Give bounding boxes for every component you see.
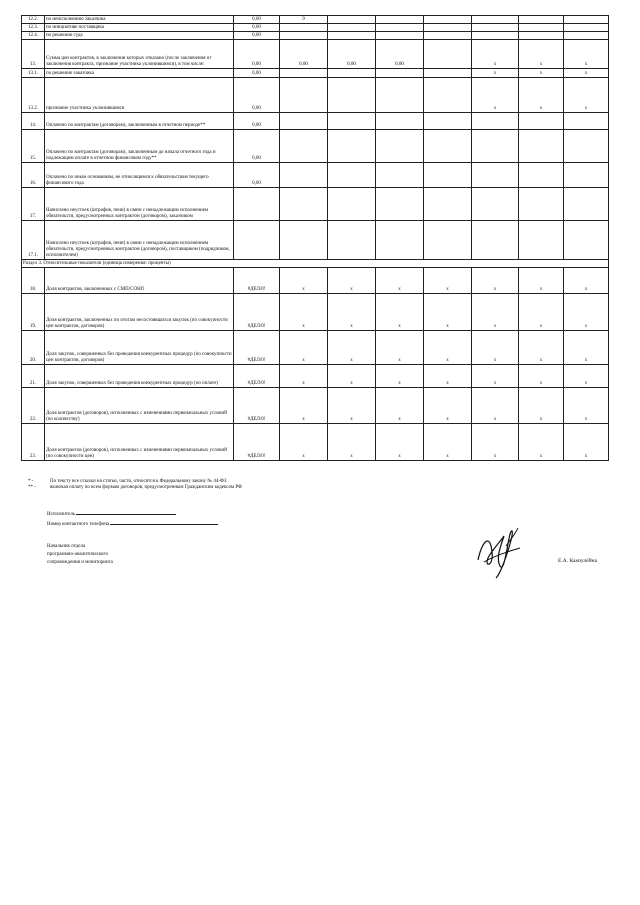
table-cell — [328, 32, 376, 40]
table-cell: x — [280, 365, 328, 388]
table-cell — [280, 221, 328, 260]
table-cell: #ДЕЛ/0! — [234, 268, 280, 294]
row-description: по инициативе поставщика — [45, 24, 234, 32]
table-cell — [328, 24, 376, 32]
table-cell — [472, 130, 519, 163]
footnote-1: * - По тексту все ссылки на статьи, части, относятся к Федеральному закону № 44-ФЗ — [28, 479, 227, 484]
table-cell — [472, 32, 519, 40]
table-cell — [472, 16, 519, 24]
table-cell: x — [424, 331, 472, 365]
table-cell — [280, 113, 328, 130]
table-row — [22, 294, 609, 331]
table-cell: x — [376, 268, 424, 294]
table-cell — [424, 130, 472, 163]
table-cell: 0,00 — [234, 130, 280, 163]
table-cell — [424, 221, 472, 260]
table-cell — [424, 32, 472, 40]
table-cell — [519, 130, 564, 163]
executor-line — [76, 509, 176, 515]
table-row — [22, 268, 609, 294]
row-description: Сумма цен контрактов, в заключении которых отказано (после заключения от заключения контракта, признание участника уклонившимся), в том числе: — [45, 40, 234, 69]
table-cell — [280, 188, 328, 221]
table-cell — [328, 221, 376, 260]
table-cell — [424, 113, 472, 130]
table-cell — [424, 24, 472, 32]
table-cell — [519, 113, 564, 130]
table-cell — [328, 130, 376, 163]
row-description: Доля контрактов (договоров), исполненных с изменениями первоначальных условий (по совокупности цен) — [45, 424, 234, 461]
table-row — [22, 32, 609, 40]
table-cell: 0,00 — [234, 69, 280, 78]
row-description: признание участника уклонившимся — [45, 78, 234, 113]
table-cell — [376, 221, 424, 260]
table-cell — [564, 130, 609, 163]
table-cell: x — [424, 365, 472, 388]
phone-line — [110, 519, 218, 525]
table-row — [22, 69, 609, 78]
table-cell — [280, 163, 328, 188]
row-description: по неисполнению заказчика — [45, 16, 234, 24]
table-cell: x — [564, 69, 609, 78]
row-number: 15. — [22, 130, 45, 163]
report-table — [21, 15, 609, 461]
table-row — [22, 24, 609, 32]
table-cell: x — [519, 40, 564, 69]
table-cell: x — [328, 388, 376, 424]
table-row — [22, 40, 609, 69]
table-cell: 0,00 — [328, 40, 376, 69]
table-cell: x — [424, 388, 472, 424]
table-cell: x — [328, 331, 376, 365]
table-cell: x — [564, 40, 609, 69]
table-cell: x — [564, 78, 609, 113]
table-cell: 9 — [280, 16, 328, 24]
table-cell: x — [564, 388, 609, 424]
executor-block — [47, 509, 218, 529]
table-cell — [376, 32, 424, 40]
table-cell: x — [328, 365, 376, 388]
table-cell: x — [328, 294, 376, 331]
row-description: Доля контрактов, заключенных по итогам несостоявшихся закупок (по совокупности цен контрактов, договоров) — [45, 294, 234, 331]
table-cell — [376, 163, 424, 188]
row-number: 13.1. — [22, 69, 45, 78]
table-cell: 0,00 — [234, 40, 280, 69]
table-cell — [280, 24, 328, 32]
table-cell — [424, 163, 472, 188]
row-description: Доля закупок, совершенных без проведения конкурентных процедур (по оплате) — [45, 365, 234, 388]
table-cell: x — [280, 331, 328, 365]
table-cell — [472, 188, 519, 221]
table-cell: 0,00 — [234, 16, 280, 24]
table-cell: x — [376, 365, 424, 388]
table-cell: #ДЕЛ/0! — [234, 388, 280, 424]
table-cell: x — [519, 331, 564, 365]
table-cell: #ДЕЛ/0! — [234, 294, 280, 331]
table-cell: x — [472, 388, 519, 424]
signatory-title: Начальник отдела программно-аналитического сопровождения и мониторинга — [47, 544, 113, 565]
table-cell — [280, 130, 328, 163]
table-cell: 0,00 — [234, 163, 280, 188]
table-cell: #ДЕЛ/0! — [234, 365, 280, 388]
footnotes — [28, 477, 242, 492]
row-number: 12.3. — [22, 24, 45, 32]
row-description: Начислено неустоек (штрафов, пени) в связи с ненадлежащим исполнением обязательств, предусмотренных контрактом (договором), поставщиком (подрядчиком, исполнителем) — [45, 221, 234, 260]
table-cell — [376, 16, 424, 24]
table-cell — [280, 69, 328, 78]
table-cell — [424, 40, 472, 69]
table-cell: x — [564, 268, 609, 294]
table-row — [22, 221, 609, 260]
table-cell: x — [472, 78, 519, 113]
table-row — [22, 188, 609, 221]
row-description: Оплачено по контрактам (договорам), заключенным в отчетном периоде** — [45, 113, 234, 130]
executor-label: Исполнитель — [47, 512, 75, 517]
table-cell — [376, 130, 424, 163]
table-cell — [472, 221, 519, 260]
table-cell — [519, 32, 564, 40]
table-cell — [376, 113, 424, 130]
table-cell — [564, 32, 609, 40]
table-row — [22, 113, 609, 130]
table-cell — [234, 188, 280, 221]
table-cell: x — [564, 331, 609, 365]
table-row — [22, 16, 609, 24]
table-cell — [376, 78, 424, 113]
table-cell: x — [472, 331, 519, 365]
table-cell: 0,00 — [280, 40, 328, 69]
section-header-row — [22, 260, 609, 268]
table-cell — [519, 16, 564, 24]
table-cell: x — [519, 268, 564, 294]
table-cell: x — [280, 388, 328, 424]
table-row — [22, 388, 609, 424]
table-cell: x — [472, 268, 519, 294]
table-cell — [328, 78, 376, 113]
table-cell: x — [564, 294, 609, 331]
table-row — [22, 130, 609, 163]
table-cell: x — [472, 40, 519, 69]
table-cell — [280, 78, 328, 113]
row-description: по решению заказчика — [45, 69, 234, 78]
table-cell — [424, 69, 472, 78]
table-cell: 0,00 — [234, 32, 280, 40]
row-number: 23. — [22, 424, 45, 461]
table-cell — [328, 163, 376, 188]
row-number: 13.2. — [22, 78, 45, 113]
row-number: 18. — [22, 268, 45, 294]
table-cell: #ДЕЛ/0! — [234, 331, 280, 365]
table-cell: x — [519, 388, 564, 424]
table-cell — [519, 188, 564, 221]
row-number: 19. — [22, 294, 45, 331]
table-cell: x — [519, 365, 564, 388]
table-row — [22, 78, 609, 113]
row-number: 13. — [22, 40, 45, 69]
table-cell: x — [424, 294, 472, 331]
table-cell: 0,00 — [234, 78, 280, 113]
table-cell — [564, 221, 609, 260]
table-cell — [328, 69, 376, 78]
table-cell: x — [328, 268, 376, 294]
table-cell — [564, 188, 609, 221]
table-cell: x — [519, 424, 564, 461]
section-title: Раздел 3. Относительные показатели (единица измерения: проценты) — [22, 260, 609, 268]
table-cell: 0,00 — [376, 40, 424, 69]
table-cell: x — [564, 424, 609, 461]
table-cell: 0,00 — [234, 113, 280, 130]
row-number: 14. — [22, 113, 45, 130]
table-cell: x — [519, 69, 564, 78]
table-cell: x — [376, 331, 424, 365]
table-cell — [328, 188, 376, 221]
row-description: Доля контрактов (договоров), исполненных с изменениями первоначальных условий (по количеству) — [45, 388, 234, 424]
table-cell: x — [472, 424, 519, 461]
phone-label: Номер контактного телефона — [47, 522, 110, 527]
table-cell — [564, 16, 609, 24]
row-description: Доля контрактов, заключенных с СМП/СОНО — [45, 268, 234, 294]
table-cell: x — [424, 424, 472, 461]
table-cell — [328, 16, 376, 24]
table-cell — [424, 16, 472, 24]
table-cell — [519, 221, 564, 260]
table-cell — [564, 113, 609, 130]
table-cell — [328, 113, 376, 130]
row-number: 17. — [22, 188, 45, 221]
table-row — [22, 163, 609, 188]
row-number: 20. — [22, 331, 45, 365]
table-cell: x — [472, 294, 519, 331]
row-description: Оплачено по иным основаниям, не относящимся к обязательствам текущего финансового года — [45, 163, 234, 188]
signatory-name: Е.А. Камзулёйна — [558, 558, 598, 564]
row-description: Оплачено по контрактам (договорам), заключенным до начала отчетного года и подлежащим оплате в отчетном финансовом году** — [45, 130, 234, 163]
table-cell — [424, 78, 472, 113]
table-cell: x — [376, 294, 424, 331]
table-cell: x — [519, 294, 564, 331]
table-cell — [472, 163, 519, 188]
footnote-2: ** - включая оплату по всем формам договоров, предусмотренным Гражданским кодексом РФ — [28, 485, 242, 490]
table-row — [22, 331, 609, 365]
table-cell: x — [519, 78, 564, 113]
table-cell: x — [280, 268, 328, 294]
table-cell — [472, 24, 519, 32]
table-cell: x — [564, 365, 609, 388]
row-number: 17.1. — [22, 221, 45, 260]
table-cell: x — [472, 365, 519, 388]
table-cell: x — [280, 294, 328, 331]
table-row — [22, 365, 609, 388]
table-cell: x — [376, 424, 424, 461]
table-cell — [424, 188, 472, 221]
table-cell — [234, 221, 280, 260]
row-number: 21. — [22, 365, 45, 388]
row-description: Начислено неустоек (штрафов, пени) в связи с ненадлежащим исполнением обязательств, предусмотренных контрактом (договором), заказчиком — [45, 188, 234, 221]
signature-image — [470, 522, 530, 582]
table-cell — [519, 24, 564, 32]
row-number: 12.4. — [22, 32, 45, 40]
row-description: Доля закупок, совершенных без проведения конкурентных процедур (по совокупности цен контрактов, договоров) — [45, 331, 234, 365]
table-cell: x — [472, 69, 519, 78]
table-cell — [564, 163, 609, 188]
row-number: 22. — [22, 388, 45, 424]
table-cell: x — [280, 424, 328, 461]
table-cell — [564, 24, 609, 32]
table-cell: 0,00 — [234, 24, 280, 32]
table-cell: #ДЕЛ/0! — [234, 424, 280, 461]
table-cell: x — [328, 424, 376, 461]
table-cell — [376, 188, 424, 221]
row-number: 16. — [22, 163, 45, 188]
table-cell: x — [376, 388, 424, 424]
row-number: 12.2. — [22, 16, 45, 24]
table-cell — [376, 24, 424, 32]
table-cell — [472, 113, 519, 130]
table-cell: x — [424, 268, 472, 294]
table-cell — [519, 163, 564, 188]
row-description: по решению суда — [45, 32, 234, 40]
table-row — [22, 424, 609, 461]
table-cell — [376, 69, 424, 78]
table-cell — [280, 32, 328, 40]
